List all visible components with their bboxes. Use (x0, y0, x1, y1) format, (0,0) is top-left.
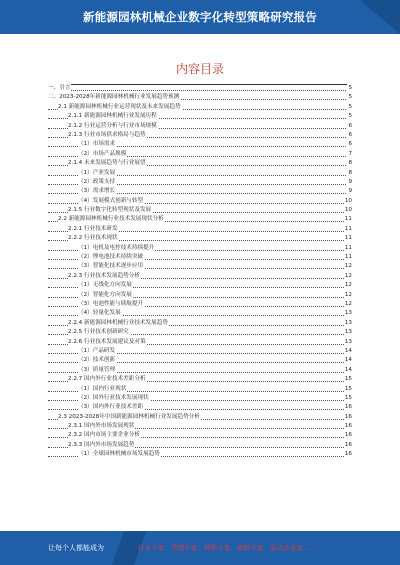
toc-entry-label: （2）锂电池技术持续突破 (78, 253, 144, 262)
toc-entry-page: 13 (344, 319, 352, 328)
toc-entry[interactable] (48, 169, 352, 178)
toc-entry-label: （4）轻量化发展 (78, 309, 122, 318)
toc-entry[interactable] (48, 319, 352, 328)
toc-entry[interactable] (48, 431, 352, 440)
toc-entry-label: （1）产业发展 (78, 169, 116, 178)
toc-entry-label: 2.1.3 行业市场供求格局与趋势 (68, 131, 147, 140)
toc-entry-page: 12 (344, 291, 352, 300)
toc-entry[interactable] (48, 262, 352, 271)
header-bar (0, 0, 400, 34)
toc-entry[interactable] (48, 103, 352, 112)
toc-entry-page: 16 (344, 413, 352, 422)
toc-entry[interactable] (48, 253, 352, 262)
toc-entry[interactable] (48, 206, 352, 215)
toc-entry[interactable] (48, 112, 352, 121)
toc-entry-label: （2）市场产品规模 (78, 150, 127, 159)
toc-entry-page: 13 (344, 328, 352, 337)
toc-entry[interactable] (48, 159, 352, 168)
toc-entry-label: 2.2.1 行业技术研发 (68, 225, 119, 234)
toc-entry-label: 二、2023-2028年新能源园林机械行业发展趋势预测 (48, 93, 180, 102)
toc-entry[interactable] (48, 328, 352, 337)
toc-entry-page: 14 (344, 366, 352, 375)
toc-entry-page: 12 (344, 272, 352, 281)
toc-entry-label: （3）国内外行业技术差距 (78, 403, 144, 412)
toc-entry[interactable] (48, 366, 352, 375)
toc-entry-label: （2）技术创新 (78, 356, 116, 365)
toc-entry[interactable] (48, 413, 352, 422)
toc-entry[interactable] (48, 244, 352, 253)
toc-entry-label: 2.2.2 行业技术现状 (68, 234, 119, 243)
toc-entry[interactable] (48, 291, 352, 300)
toc-entry[interactable] (48, 225, 352, 234)
toc-entry-label: 一、引言 (48, 84, 71, 93)
toc-entry-page: 12 (344, 300, 352, 309)
toc-entry[interactable] (48, 281, 352, 290)
toc-entry[interactable] (48, 375, 352, 384)
toc-entry-label: （2）政策支持 (78, 178, 116, 187)
toc-entry[interactable] (48, 197, 352, 206)
toc-entry[interactable] (48, 272, 352, 281)
toc-entry-page: 5 (347, 84, 352, 93)
toc-entry-page: 8 (347, 169, 352, 178)
footer-roles: 行业专家、管理专家、营销专家、战略专家、成功企业家…… (138, 544, 317, 552)
toc-entry-page: 16 (344, 403, 352, 412)
toc-entry-label: 2.2.3 行业技术发展趋势分析 (68, 272, 141, 281)
toc-entry-page: 15 (344, 385, 352, 394)
toc-entry-label: （1）市场需求 (78, 140, 116, 149)
toc-entry-page: 15 (344, 375, 352, 384)
table-of-contents (48, 84, 352, 460)
toc-entry-label: （3）智能化技术逐步应用 (78, 262, 144, 271)
toc-entry-page: 6 (347, 122, 352, 131)
toc-entry-label: 2.3 2023-2028年中国新能源园林机械行业发展趋势分析 (58, 413, 201, 422)
toc-entry-page: 13 (344, 338, 352, 347)
toc-entry[interactable] (48, 338, 352, 347)
toc-entry[interactable] (48, 300, 352, 309)
toc-entry-label: （3）需求增长 (78, 187, 116, 196)
toc-entry-label: （1）产品研发 (78, 347, 116, 356)
toc-heading: 内容目录 (175, 62, 224, 76)
toc-entry-label: 2.1.1 新能源园林机械行业发展历程 (68, 112, 158, 121)
toc-entry[interactable] (48, 93, 352, 102)
toc-entry-page: 5 (347, 93, 352, 102)
toc-entry[interactable] (48, 385, 352, 394)
toc-entry-page: 15 (344, 394, 352, 403)
toc-entry[interactable] (48, 403, 352, 412)
toc-entry-label: （3）电池性能与续航提升 (78, 300, 144, 309)
toc-entry-label: 2.2.5 行业技术创新研究 (68, 328, 130, 337)
toc-entry[interactable] (48, 150, 352, 159)
toc-entry-label: （4）发展模式创新与转型 (78, 197, 144, 206)
toc-entry-page: 6 (347, 131, 352, 140)
toc-entry-page: 5 (347, 103, 352, 112)
toc-entry-page: 11 (344, 225, 352, 234)
toc-entry-label: 2.3.3 国内外市场发展趋势 (68, 441, 135, 450)
toc-entry-page: 14 (344, 356, 352, 365)
toc-entry-label: （2）智能化方向发展 (78, 291, 133, 300)
toc-entry-page: 10 (344, 197, 352, 206)
toc-entry-label: 2.2.4 新能源园林机械行业技术发展趋势 (68, 319, 169, 328)
footer-slogan: 让每个人都能成为 (48, 544, 104, 552)
toc-entry[interactable] (48, 441, 352, 450)
toc-entry-label: 2.3.2 国内市场主要企业分析 (68, 431, 141, 440)
toc-entry-label: 2.2.7 国内外行业技术差距分析 (68, 375, 147, 384)
toc-entry-label: （1）国内行业现状 (78, 385, 127, 394)
toc-entry[interactable] (48, 122, 352, 131)
toc-entry-page: 10 (344, 206, 352, 215)
toc-entry-page: 5 (347, 112, 352, 121)
toc-entry-label: （1）全球园林机械市场发展趋势 (78, 450, 161, 459)
toc-entry[interactable] (48, 84, 352, 93)
toc-entry[interactable] (48, 347, 352, 356)
toc-entry-label: 2.1.2 行业运营分析与行业市场规模 (68, 122, 158, 131)
toc-entry-label: 2.1 新能源园林机械行业运营现状及未来发展趋势 (58, 103, 182, 112)
toc-entry-page: 13 (344, 309, 352, 318)
toc-entry[interactable] (48, 131, 352, 140)
toc-entry-label: 2.2 新能源园林机械行业技术发展现状分析 (58, 215, 165, 224)
toc-entry-page: 9 (347, 178, 352, 187)
toc-entry-label: （1）无线化方向发展 (78, 281, 133, 290)
toc-entry-label: 2.1.4 未来发展趋势与行业展望 (68, 159, 147, 168)
toc-entry[interactable] (48, 356, 352, 365)
toc-entry-page: 11 (344, 253, 352, 262)
toc-entry[interactable] (48, 309, 352, 318)
toc-entry-label: 2.1.5 行业数字化转型现状及发展 (68, 206, 152, 215)
toc-entry-page: 9 (347, 187, 352, 196)
toc-entry-page: 16 (344, 422, 352, 431)
toc-entry-page: 11 (344, 244, 352, 253)
toc-entry-label: 2.3.1 国内外市场发展现状 (68, 422, 135, 431)
toc-entry-page: 7 (347, 150, 352, 159)
toc-entry[interactable] (48, 394, 352, 403)
toc-entry-label: 2.2.6 行业技术发展建议及对策 (68, 338, 147, 347)
toc-entry[interactable] (48, 178, 352, 187)
toc-entry-page: 16 (344, 450, 352, 459)
toc-top-rule (48, 84, 352, 85)
toc-entry[interactable] (48, 215, 352, 224)
toc-entry-label: （2）国外行业技术发展现状 (78, 394, 150, 403)
toc-entry-page: 8 (347, 159, 352, 168)
toc-entry-page: 6 (347, 140, 352, 149)
report-title: 新能源园林机械企业数字化转型策略研究报告 (83, 10, 317, 24)
toc-entry-page: 12 (344, 281, 352, 290)
toc-entry-page: 12 (344, 262, 352, 271)
toc-entry-label: （1）电机及电控技术持续提升 (78, 244, 155, 253)
toc-entry-page: 14 (344, 347, 352, 356)
toc-entry-label: （3）质量管理 (78, 366, 116, 375)
toc-entry-page: 16 (344, 441, 352, 450)
toc-entry[interactable] (48, 422, 352, 431)
toc-entry-page: 11 (344, 234, 352, 243)
toc-entry[interactable] (48, 234, 352, 243)
toc-entry[interactable] (48, 450, 352, 459)
footer-bar (0, 531, 400, 565)
toc-entry-page: 11 (344, 215, 352, 224)
toc-entry[interactable] (48, 187, 352, 196)
toc-entry[interactable] (48, 140, 352, 149)
toc-entry-page: 16 (344, 431, 352, 440)
toc-leader-dots (48, 90, 352, 91)
